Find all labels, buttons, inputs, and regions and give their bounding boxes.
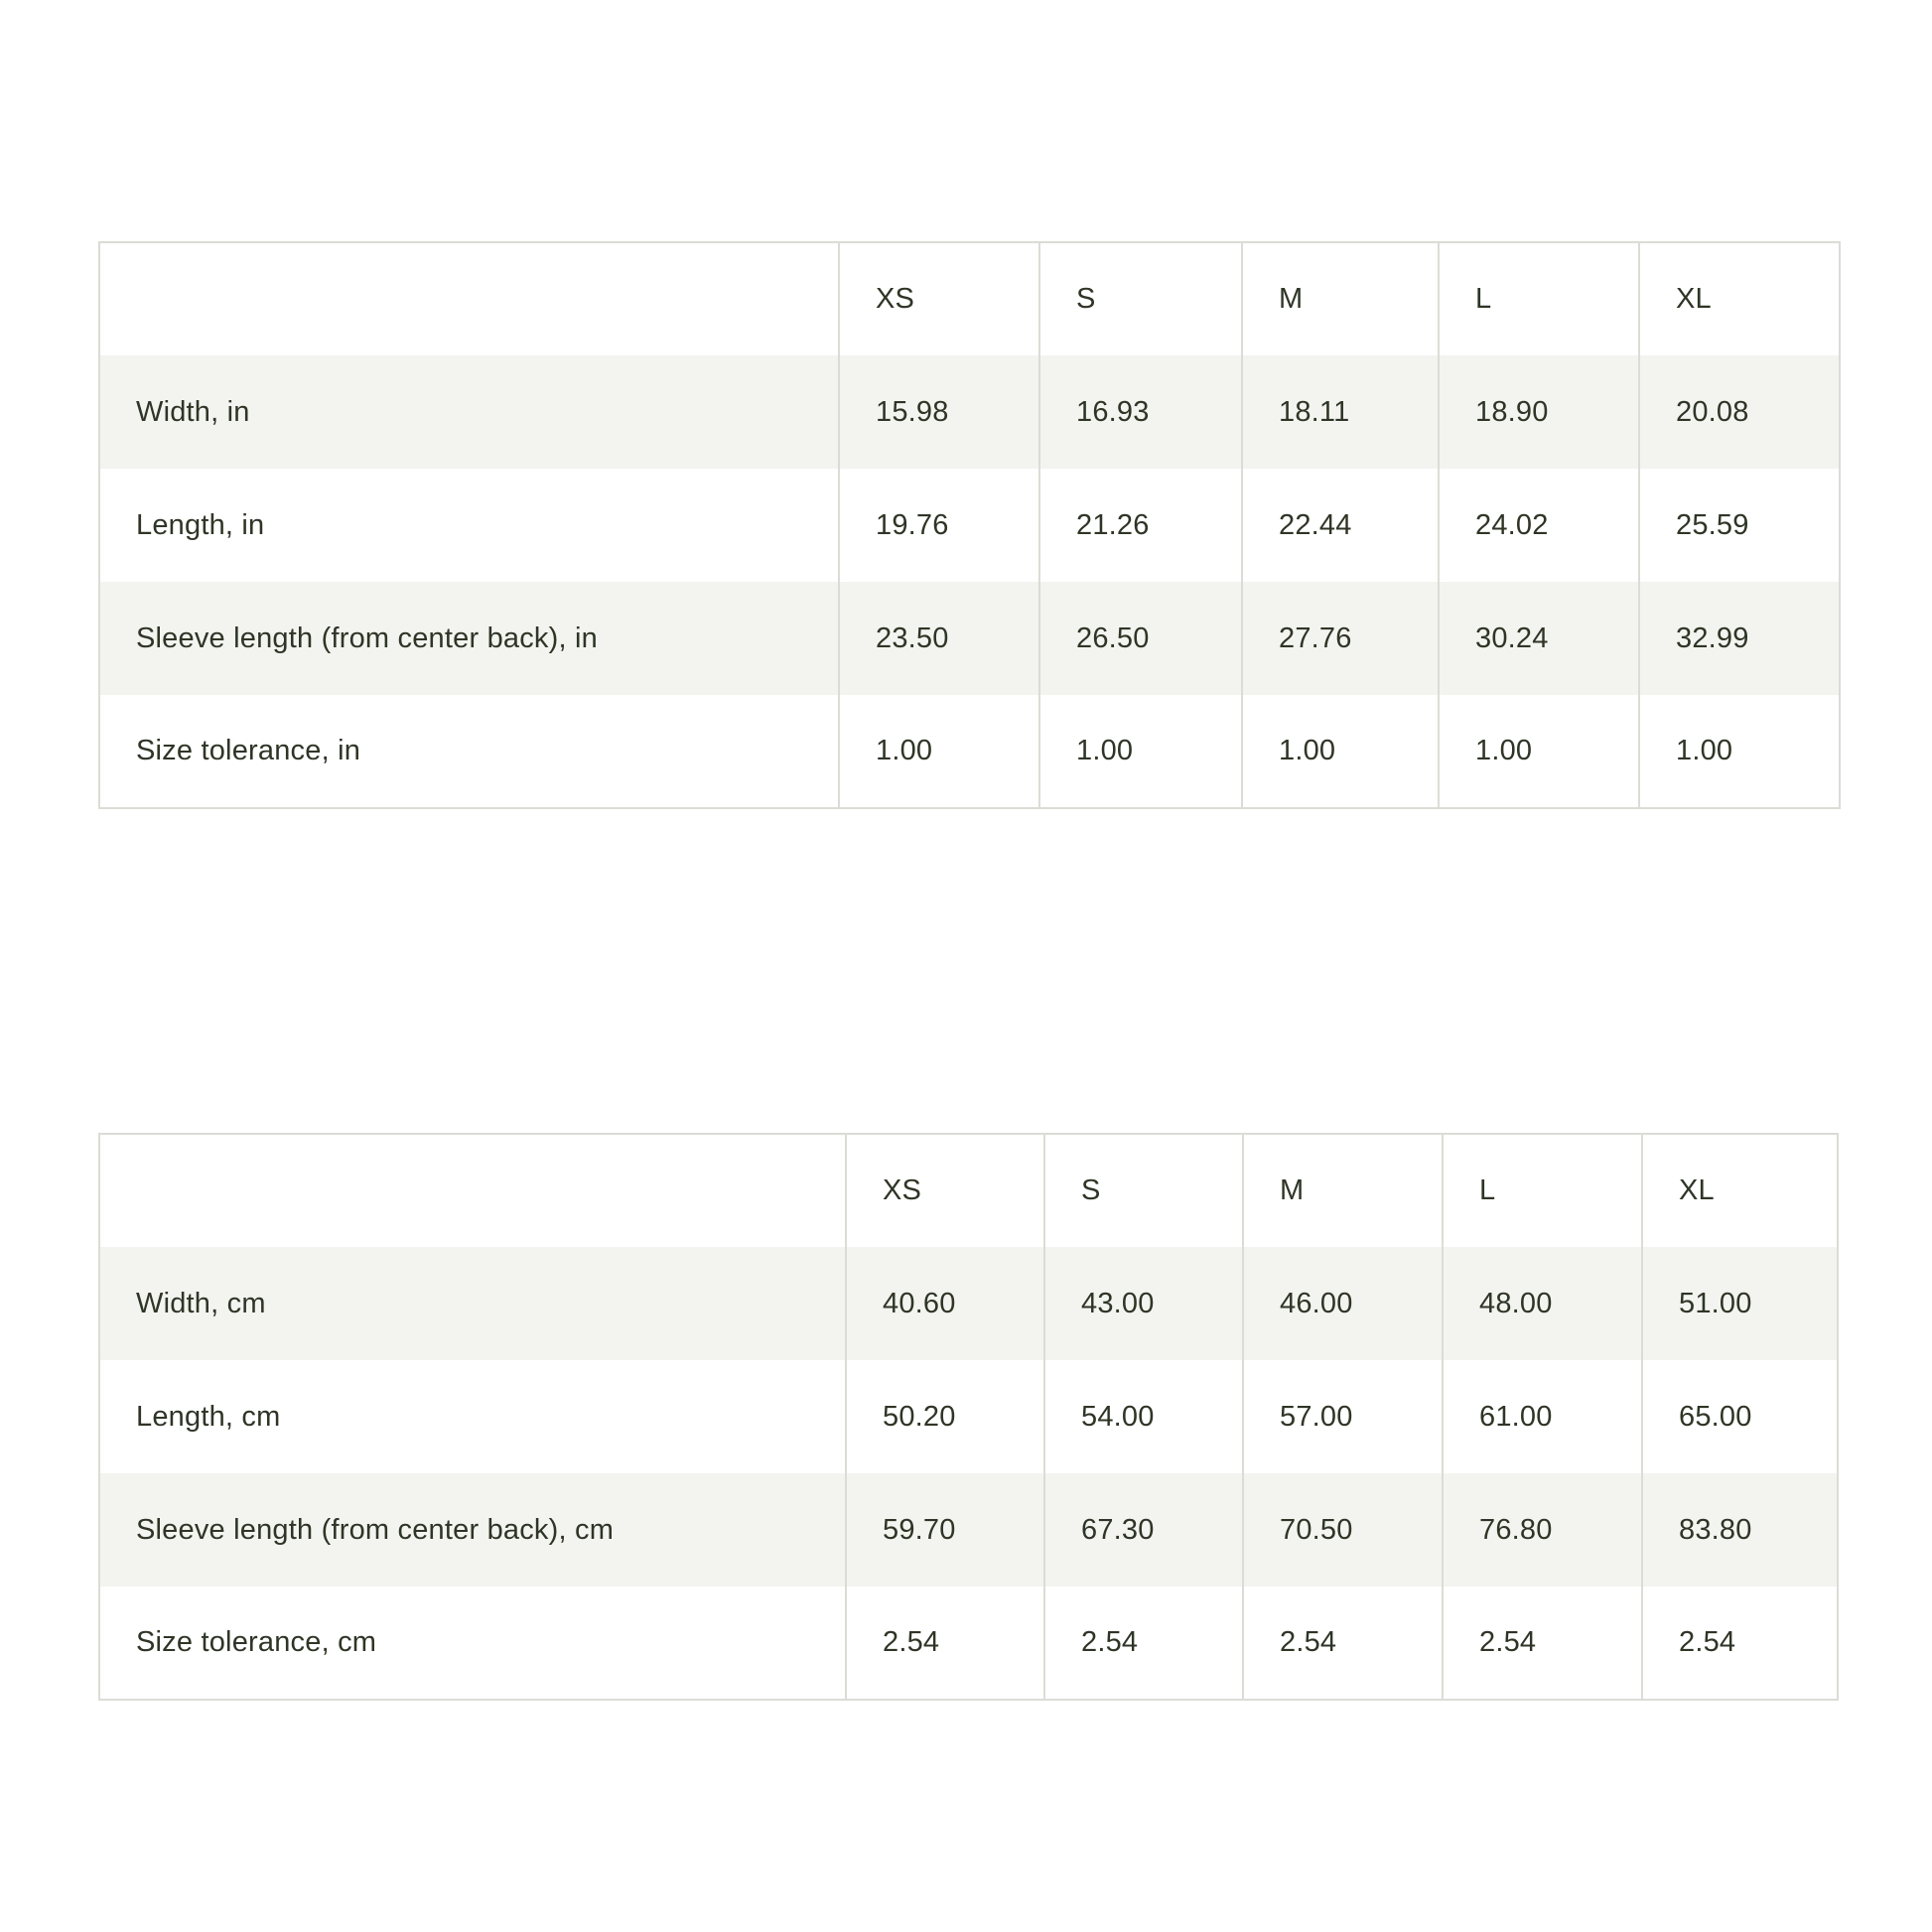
table-cell: 2.54 <box>1243 1587 1443 1700</box>
table-row <box>99 582 1840 695</box>
table-cell: 40.60 <box>846 1247 1044 1360</box>
table-row <box>99 1587 1838 1700</box>
table-cell: 21.26 <box>1039 469 1242 582</box>
table-cell: 15.98 <box>839 355 1039 469</box>
table-cell: 70.50 <box>1243 1473 1443 1587</box>
header-size-m: M <box>1242 242 1439 355</box>
table-cell: 25.59 <box>1639 469 1840 582</box>
table-row <box>99 355 1840 469</box>
table-cell: 23.50 <box>839 582 1039 695</box>
header-row <box>99 242 1840 355</box>
header-size-xl: XL <box>1639 242 1840 355</box>
table-row <box>99 1360 1838 1473</box>
size-chart-cm <box>98 1133 1839 1701</box>
table-cell: 57.00 <box>1243 1360 1443 1473</box>
table-cell: 24.02 <box>1439 469 1639 582</box>
table-cell: 22.44 <box>1242 469 1439 582</box>
header-size-xs: XS <box>839 242 1039 355</box>
header-empty-cell <box>99 1134 846 1247</box>
table-cell: 27.76 <box>1242 582 1439 695</box>
table-cell: 59.70 <box>846 1473 1044 1587</box>
size-chart-inches <box>98 241 1841 809</box>
table-cell: 65.00 <box>1642 1360 1838 1473</box>
row-label: Width, cm <box>99 1247 846 1360</box>
row-label: Sleeve length (from center back), cm <box>99 1473 846 1587</box>
header-size-s: S <box>1044 1134 1243 1247</box>
table-cell: 46.00 <box>1243 1247 1443 1360</box>
table-cell: 1.00 <box>1242 695 1439 808</box>
table-cell: 2.54 <box>1044 1587 1243 1700</box>
table-cell: 30.24 <box>1439 582 1639 695</box>
table-cell: 1.00 <box>1639 695 1840 808</box>
table-cell: 2.54 <box>846 1587 1044 1700</box>
table-row <box>99 1473 1838 1587</box>
table-cell: 1.00 <box>1439 695 1639 808</box>
header-size-l: L <box>1439 242 1639 355</box>
header-size-m: M <box>1243 1134 1443 1247</box>
table-cell: 67.30 <box>1044 1473 1243 1587</box>
row-label: Size tolerance, cm <box>99 1587 846 1700</box>
table-row <box>99 469 1840 582</box>
row-label: Sleeve length (from center back), in <box>99 582 839 695</box>
table-cell: 51.00 <box>1642 1247 1838 1360</box>
table-cell: 83.80 <box>1642 1473 1838 1587</box>
row-label: Length, cm <box>99 1360 846 1473</box>
table-cell: 1.00 <box>1039 695 1242 808</box>
table-cell: 2.54 <box>1642 1587 1838 1700</box>
header-size-s: S <box>1039 242 1242 355</box>
header-empty-cell <box>99 242 839 355</box>
header-size-xs: XS <box>846 1134 1044 1247</box>
header-size-l: L <box>1443 1134 1642 1247</box>
table-cell: 19.76 <box>839 469 1039 582</box>
table-cell: 43.00 <box>1044 1247 1243 1360</box>
row-label: Width, in <box>99 355 839 469</box>
table-row <box>99 1247 1838 1360</box>
table-cell: 32.99 <box>1639 582 1840 695</box>
table-row <box>99 695 1840 808</box>
header-size-xl: XL <box>1642 1134 1838 1247</box>
table-cell: 26.50 <box>1039 582 1242 695</box>
table-cell: 20.08 <box>1639 355 1840 469</box>
table-cell: 18.11 <box>1242 355 1439 469</box>
table-cell: 61.00 <box>1443 1360 1642 1473</box>
table-cell: 48.00 <box>1443 1247 1642 1360</box>
table-cell: 18.90 <box>1439 355 1639 469</box>
table-cell: 2.54 <box>1443 1587 1642 1700</box>
row-label: Size tolerance, in <box>99 695 839 808</box>
row-label: Length, in <box>99 469 839 582</box>
table-cell: 76.80 <box>1443 1473 1642 1587</box>
table-cell: 50.20 <box>846 1360 1044 1473</box>
header-row <box>99 1134 1838 1247</box>
table-cell: 1.00 <box>839 695 1039 808</box>
table-cell: 16.93 <box>1039 355 1242 469</box>
table-cell: 54.00 <box>1044 1360 1243 1473</box>
